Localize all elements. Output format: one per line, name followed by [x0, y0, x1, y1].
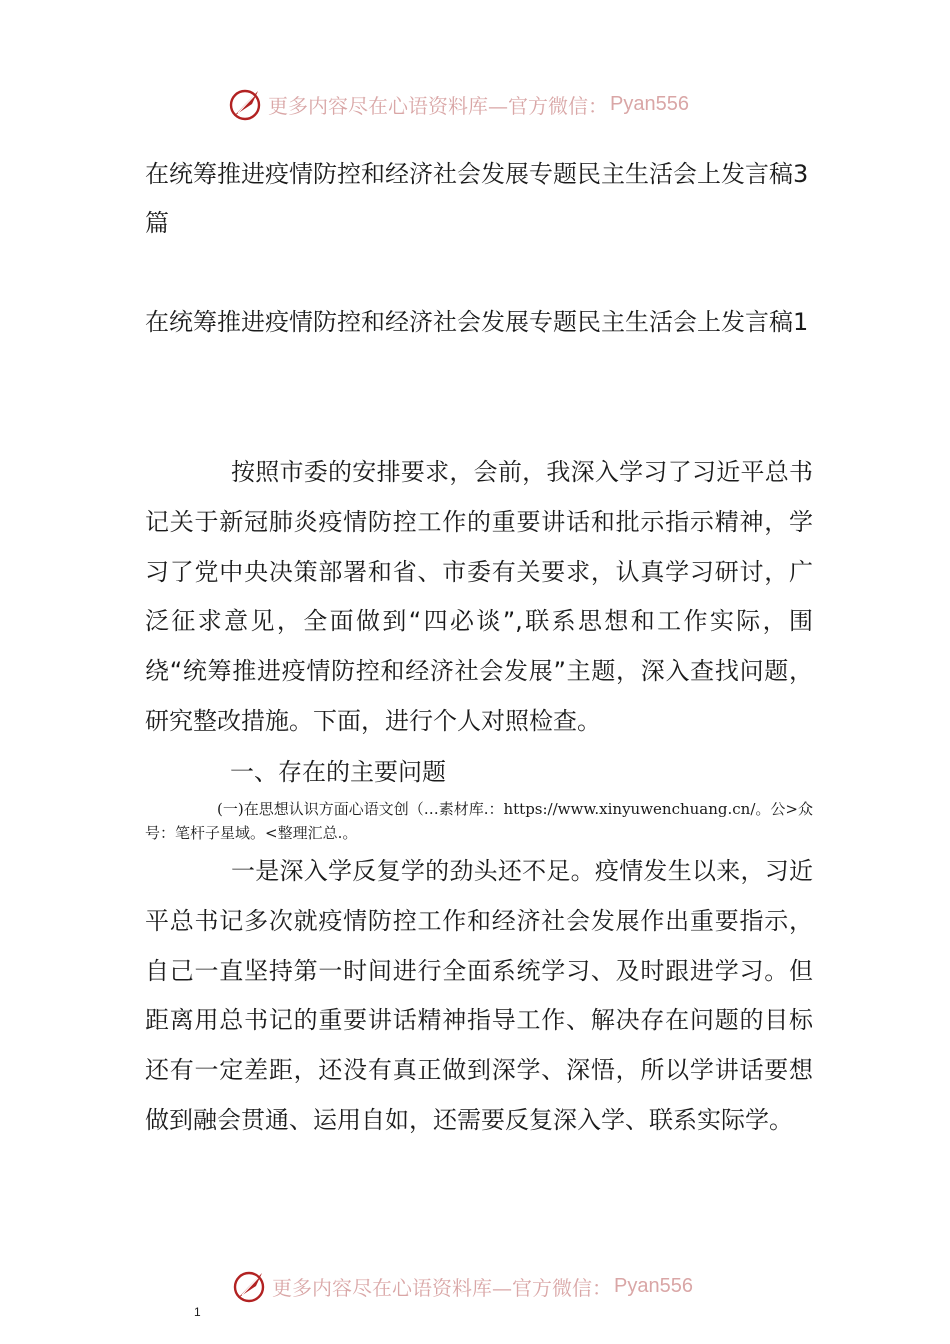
section-heading-1: 一、存在的主要问题: [230, 758, 446, 786]
quill-logo-icon: [232, 1268, 268, 1304]
body-paragraph-1: 按照市委的安排要求，会前，我深入学习了习近平总书记关于新冠肺炎疫情防控工作的重要讲话和批示指示精神，学习了党中央决策部署和省、市委有关要求，认真学习研讨，广泛征求意见，全面做到“四必谈”,联系思想和工作实际，围绕“统筹推进疫情防控和经济社会发展”主题，深入查找问题，研究整改措施。下面，进行个人对照检查。: [145, 458, 813, 735]
small-note: (一)在思想认识方面心语文创（…素材库.：https://www.xinyuwenchuang.cn/。公>众号：笔杆子星域。<整理汇总.。: [145, 800, 813, 842]
document-subtitle: 在统筹推进疫情防控和经济社会发展专题民主生活会上发言稿1: [145, 308, 809, 336]
banner-text: 更多内容尽在心语资料库—官方微信：: [272, 1275, 612, 1300]
banner-wechat-id: Pyan556: [614, 1274, 693, 1297]
page-number: 1: [194, 1305, 201, 1319]
banner-wechat-id: Pyan556: [610, 92, 689, 115]
header-banner: [228, 84, 689, 124]
banner-text: 更多内容尽在心语资料库—官方微信：: [268, 93, 608, 118]
body-paragraph-2: 一是深入学反复学的劲头还不足。疫情发生以来，习近平总书记多次就疫情防控工作和经济社会发展作出重要指示，自己一直坚持第一时间进行全面系统学习、及时跟进学习。但距离用总书记的重要讲话精神指导工作、解决存在问题的目标还有一定差距，还没有真正做到深学、深悟，所以学讲话要想做到融会贯通、运用自如，还需要反复深入学、联系实际学。: [145, 857, 813, 1134]
quill-logo-icon: [228, 86, 264, 122]
footer-banner: [232, 1266, 693, 1306]
document-title: 在统筹推进疫情防控和经济社会发展专题民主生活会上发言稿3篇: [145, 160, 809, 237]
